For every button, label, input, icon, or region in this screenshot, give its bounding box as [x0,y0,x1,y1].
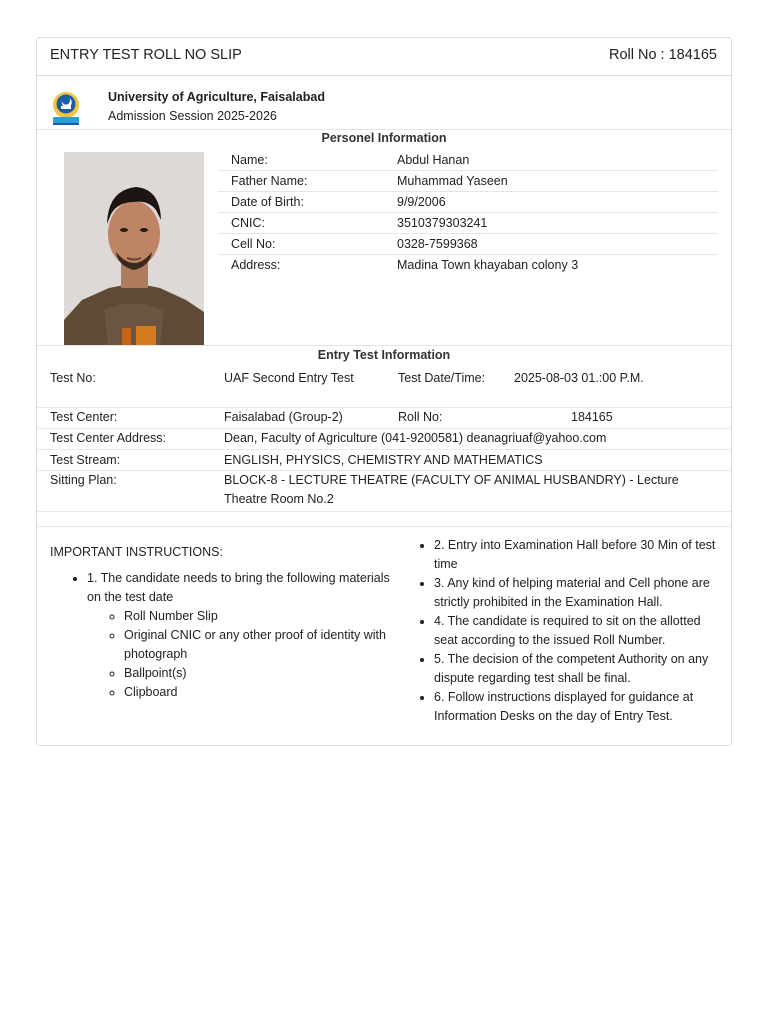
personal-label: Cell No: [231,237,276,251]
sitting-plan-label: Sitting Plan: [50,473,117,487]
materials-list [87,607,390,702]
test-stream-value: ENGLISH, PHYSICS, CHEMISTRY AND MATHEMATICS [224,453,543,467]
divider [37,129,731,130]
material-item: ◦ Roll Number Slip [124,607,390,626]
personal-row [218,214,718,234]
test-datetime-value: 2025-08-03 01.:00 P.M. [514,371,644,385]
personal-row [218,172,718,192]
personal-info-heading: Personel Information [321,131,447,145]
instruction-item: • 2. Entry into Examination Hall before 30 Min of test time [434,536,722,574]
material-item: ◦ Clipboard [124,683,390,702]
personal-label: CNIC: [231,216,266,230]
admission-session: Admission Session 2025-2026 [108,109,277,123]
personal-row [218,235,718,255]
divider [37,511,731,512]
candidate-photo [64,152,204,345]
instructions-right [397,536,722,726]
personal-value: Muhammad Yaseen [397,174,508,188]
instruction-item: • 3. Any kind of helping material and Cell phone are strictly prohibited in the Examination Hall. [434,574,722,612]
personal-value: 9/9/2006 [397,195,446,209]
personal-row [218,256,718,276]
instruction-item: • 6. Follow instructions displayed for guidance at Information Desks on the day of Entry Test. [434,688,722,726]
roll-no-label: Roll No: [398,410,443,424]
material-item: ◦ Ballpoint(s) [124,664,390,683]
personal-value: 3510379303241 [397,216,488,230]
divider [37,345,731,346]
personal-label: Address: [231,258,281,272]
header-roll-number: Roll No : 184165 [608,47,717,63]
slip-title: ENTRY TEST ROLL NO SLIP [50,47,242,63]
material-item: ◦ Original CNIC or any other proof of identity with photograph [124,626,390,664]
divider [37,526,731,527]
roll-slip-card [36,37,732,746]
instructions-heading: IMPORTANT INSTRUCTIONS: [50,545,223,559]
test-center-address-label: Test Center Address: [50,431,167,445]
test-no-label: Test No: [50,371,96,385]
personal-value: Abdul Hanan [397,153,470,167]
roll-no-value: 184165 [571,410,613,424]
test-datetime-label: Test Date/Time: [398,371,486,385]
sitting-plan-value: BLOCK-8 - LECTURE THEATRE (FACULTY OF ANIMAL HUSBANDRY) - Lecture Theatre Room No.2 [224,473,679,506]
instruction-item [87,569,390,702]
instruction-item-text: 1. The candidate needs to bring the following materials on the test date [87,571,390,604]
instruction-item: • 4. The candidate is required to sit on the allotted seat according to the issued Roll Number. [434,612,722,650]
test-no-value: UAF Second Entry Test [224,371,354,385]
personal-row [218,193,718,213]
personal-label: Date of Birth: [231,195,304,209]
test-center-value: Faisalabad (Group-2) [224,410,343,424]
personal-label: Name: [231,153,268,167]
instructions-list [50,569,390,702]
entry-test-heading: Entry Test Information [317,348,451,362]
instruction-item: • 5. The decision of the competent Authority on any dispute regarding test shall be final. [434,650,722,688]
slip-header [37,38,731,76]
personal-row [218,151,718,171]
personal-value: 0328-7599368 [397,237,478,251]
university-name: University of Agriculture, Faisalabad [108,90,325,104]
divider [37,407,731,408]
instructions-left [50,543,390,702]
university-logo-icon [50,89,82,127]
instructions-list-right [397,536,722,726]
personal-label: Father Name: [231,174,308,188]
divider [37,449,731,450]
personal-value: Madina Town khayaban colony 3 [397,258,579,272]
test-center-address-value: Dean, Faculty of Agriculture (041-9200581) deanagriuaf@yahoo.com [224,431,607,445]
test-stream-label: Test Stream: [50,453,121,467]
test-center-label: Test Center: [50,410,118,424]
